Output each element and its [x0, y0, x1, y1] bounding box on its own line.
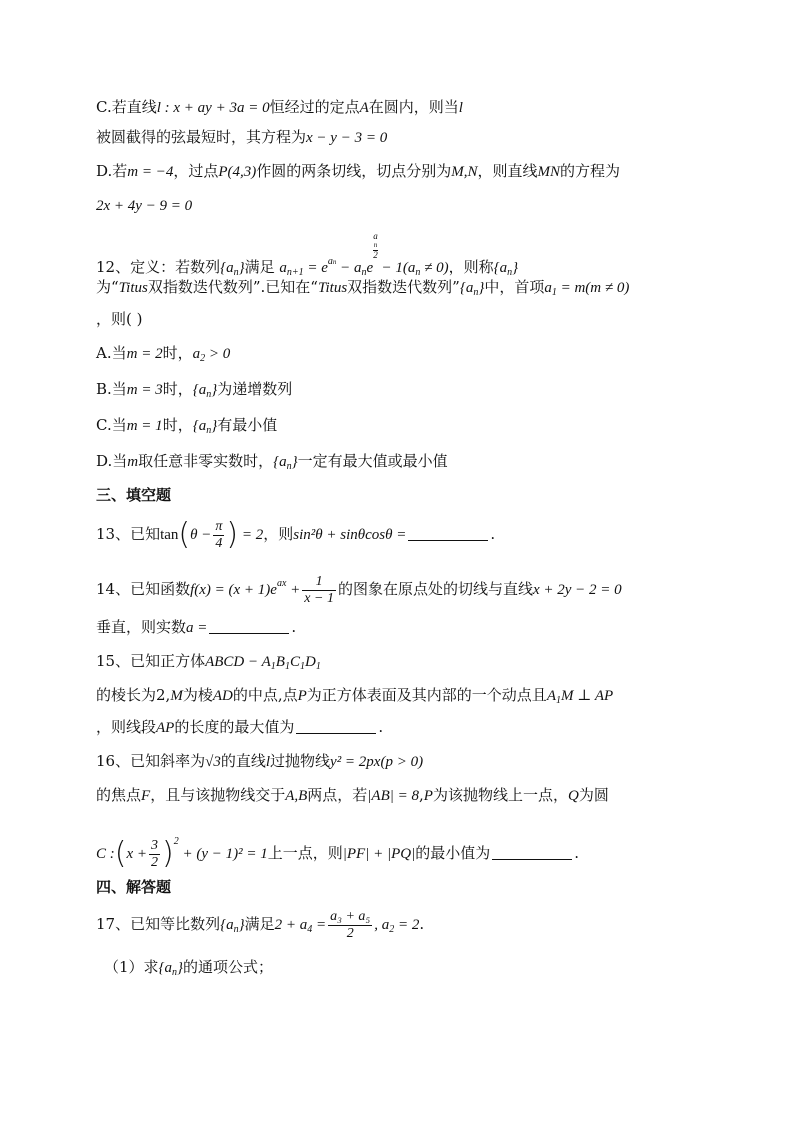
q12-stem-line3: ，则( )	[96, 310, 143, 328]
q14-answer-blank[interactable]	[209, 619, 289, 634]
q12-optionA: A.当m = 2时，$a_2 > 0$	[96, 344, 231, 364]
q15-answer-blank[interactable]	[296, 719, 376, 734]
q12-optionC: C.当m = 1时，$\{a_n\}$有最小值	[96, 416, 278, 436]
q13-answer-blank[interactable]	[408, 526, 488, 541]
section-title-fill-in: 三、填空题	[96, 486, 172, 504]
q11-optionD-line1: D.若m = −4，过点P(4,3)作圆的两条切线，切点分别为M,N，则直线MN的方程为	[96, 162, 621, 180]
q12-recurrence-formula: $a_{n+1} = e^{an} - a_ne$ a n 2 − $1(a_n \ne 0)$	[279, 231, 449, 278]
q17-stem: 17、已知等比数列$\{a_n\}$满足$2 + a_4$ = $\frac{\text{a₃ + a₅}}{2}$ , $a_2 = 2$.	[96, 908, 425, 941]
q11-optionC-line2: 被圆截得的弦最短时，其方程为x − y − 3 = 0	[96, 128, 388, 146]
q15-line3: ，则线段AP的长度的最大值为 .	[96, 718, 384, 736]
math-line-eq: l : x + ay + 3a = 0	[156, 100, 270, 116]
q16-line2: 的焦点F，且与该抛物线交于A,B两点，若|AB| = 8,P为该抛物线上一点，Q为圆	[96, 786, 609, 804]
q14-line2: 垂直，则实数a = .	[96, 618, 297, 636]
section-title-answer: 四、解答题	[96, 878, 172, 896]
q11-optionC-line1: C.若直线l : x + ay + 3a = 0恒经过的定点A在圆内，则当l	[96, 98, 463, 116]
q12-optionB: B.当m = 3时，$\{a_n\}$为递增数列	[96, 380, 293, 400]
q16-line3: C :(x + $\frac{3}{2}$ )$^2$ + (y − 1)² = 1上一点，则|PF| + |PQ|的最小值为 .	[96, 836, 579, 871]
q13: 13、已知tan(θ − $\frac{\pi}{4}$ ) = 2，则sin²θ + sinθcosθ = .	[96, 517, 496, 552]
q17-sub1: （1）求$\{a_n\}$的通项公式；	[104, 958, 274, 978]
q14-line1: 14、已知函数$f(x) = (x + 1)e^{ax}$ + $\frac{1}{x - 1}$ 的图象在原点处的切线与直线x + 2y − 2 = 0	[96, 573, 622, 606]
q12-stem-line2: 为“Titus双指数迭代数列”.已知在“Titus双指数迭代数列$”\{a_n\}$中，首项$a_1 = m(m \ne 0)$	[96, 278, 630, 298]
q16-answer-blank[interactable]	[492, 845, 572, 860]
q15-line1: 15、已知正方体ABCD − $A_1B_1C_1D_1$	[96, 652, 321, 672]
q11-optionD-line2: 2x + 4y − 9 = 0	[96, 198, 193, 214]
q15-line2: 的棱长为2,M为棱AD的中点,点P为正方体表面及其内部的一个动点且$A_1M$ ⊥ AP	[96, 686, 614, 706]
q12-stem-line1: 12、定义：若数列$\{a_n\}$满足 $a_{n+1} = e^{an} - a_ne$ a n 2 − $1(a_n \ne 0)$，则称$\{a_n\}$	[96, 231, 519, 278]
q16-line1: 16、已知斜率为√3的直线l过抛物线y² = 2px(p > 0)	[96, 752, 424, 770]
q12-optionD: D.当m取任意非零实数时，$\{a_n\}$一定有最大值或最小值	[96, 452, 448, 472]
